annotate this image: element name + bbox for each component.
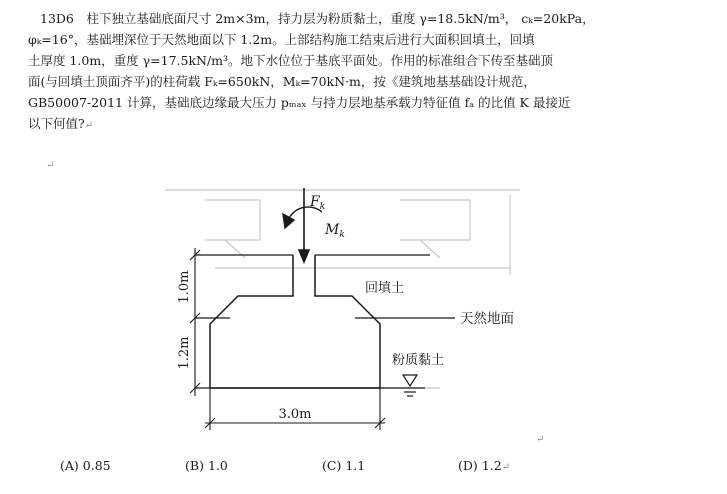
option-c[interactable]: (C) 1.1 — [322, 458, 366, 473]
load-arrow-icon — [299, 188, 309, 262]
question-line-6: 以下何值?↵ — [28, 116, 94, 131]
answer-options — [60, 458, 700, 478]
question-line-3: 土厚度 1.0m，重度 γ=17.5kN/m³。地下水位位于基底平面处。作用的标准组合下传至基础顶 — [28, 53, 554, 68]
question-line-2: φₖ=16°，基础埋深位于天然地面以下 1.2m。上部结构施工结束后进行大面积回填土，回填 — [28, 32, 535, 47]
option-b[interactable]: (B) 1.0 — [185, 458, 228, 473]
question-line-4: 面(与回填土顶面齐平)的柱荷载 Fₖ=650kN，Mₖ=70kN·m，按《建筑地基基础设计规范， — [28, 74, 536, 89]
question-line-5: GB50007-2011 计算，基础底边缘最大压力 pₘₐₓ 与持力层地基承载力特征值 fₐ 的比值 K 最接近 — [28, 95, 571, 110]
vertical-dimension — [190, 248, 200, 396]
backfill-label: 回填土 — [365, 281, 405, 296]
groundwater-level-icon — [403, 375, 417, 396]
moment-arc-icon — [283, 207, 322, 228]
moment-label: $M_k$ — [325, 222, 345, 240]
option-a[interactable]: (A) 0.85 — [60, 458, 111, 473]
silty-clay-label: 粉质黏土 — [392, 353, 445, 368]
paragraph-mark-icon: ↵ — [84, 120, 94, 131]
embedment-depth-label: 1.2m — [177, 336, 192, 370]
natural-ground-label: 天然地面 — [460, 311, 514, 327]
paragraph-mark-icon: ↵ — [536, 434, 545, 445]
paragraph-mark-icon: ↵ — [46, 160, 55, 171]
foundation-outline — [210, 255, 380, 388]
base-width-label: 3.0m — [278, 407, 312, 422]
question-line-1: 13D6 柱下独立基础底面尺寸 2m×3m，持力层为粉质黏土，重度 γ=18.5kN/m³， cₖ=20kPa， — [40, 11, 595, 26]
fill-thickness-label: 1.0m — [177, 270, 192, 304]
faded-background-drawing — [165, 190, 520, 388]
paragraph-mark-icon: ↵ — [501, 462, 511, 473]
load-label: $F_k$ — [310, 194, 326, 212]
option-d[interactable]: (D) 1.2↵ — [458, 458, 511, 473]
